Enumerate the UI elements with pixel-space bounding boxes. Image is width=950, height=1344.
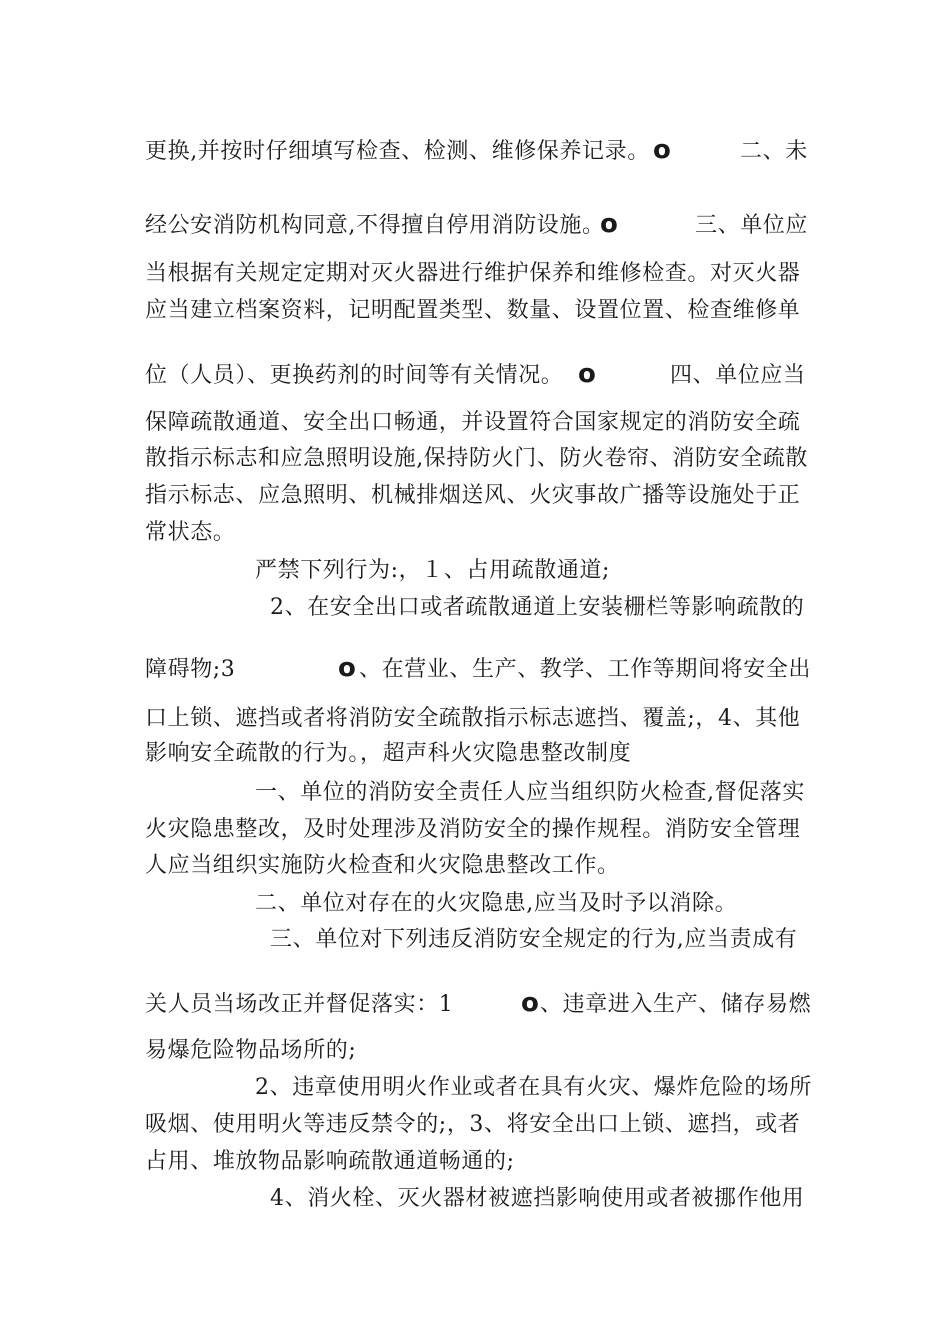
text-segment: 一、单位的消防安全责任人应当组织防火检查,督促落实 — [255, 780, 805, 805]
text-segment: 、在营业、生产、教学、工作等期间将安全出 — [359, 657, 812, 682]
text-segment: 更换,并按时仔细填写检查、检测、维修保养记录。 — [145, 139, 650, 164]
text-segment: 口上锁、遮挡或者将消防安全疏散指示标志遮挡、覆盖;，4、其他 — [145, 706, 801, 731]
text-segment: 、违章进入生产、储存易燃 — [540, 992, 812, 1017]
text-segment: 保障疏散通道、安全出口畅通，并设置符合国家规定的消防安全疏 — [145, 410, 801, 435]
text-segment: 障碍物;3 — [145, 657, 236, 682]
text-segment: 2、在安全出口或者疏散通道上安装栅栏等影响疏散的 — [270, 595, 805, 620]
text-segment: 指示标志、应急照明、机械排烟送风、火灾事故广播等设施处于正 — [145, 483, 801, 508]
text-segment: 占用、堆放物品影响疏散通道畅通的; — [145, 1149, 515, 1174]
text-segment: 四、单位应当 — [670, 363, 806, 388]
text-segment: 散指示标志和应急照明设施,保持防火门、防火卷帘、消防安全疏散 — [145, 446, 808, 471]
text-segment: 三、单位对下列违反消防安全规定的行为,应当责成有 — [270, 927, 798, 952]
text-segment: 人应当组织实施防火检查和火灾隐患整改工作。 — [145, 853, 620, 878]
stray-mark: ο — [600, 209, 618, 239]
text-segment: 当根据有关规定定期对灭火器进行维护保养和维修检查。对灭火器 — [145, 261, 801, 286]
text-segment: 2、违章使用明火作业或者在具有火灾、爆炸危险的场所 — [255, 1075, 812, 1100]
text-segment: 二、单位对存在的火灾隐患,应当及时予以消除。 — [255, 891, 738, 916]
text-segment: 应当建立档案资料，记明配置类型、数量、设置位置、检查维修单 — [145, 298, 801, 323]
text-segment: 易爆危险物品场所的; — [145, 1038, 357, 1063]
stray-mark: ο — [578, 359, 596, 389]
stray-mark: ο — [521, 988, 539, 1018]
text-segment: 二、未 — [740, 139, 808, 164]
text-segment: 火灾隐患整改，及时处理涉及消防安全的操作规程。消防安全管理 — [145, 817, 801, 842]
text-segment: 常状态。 — [145, 520, 236, 545]
text-segment: 位（人员）、更换药剂的时间等有关情况。 — [145, 363, 564, 388]
text-segment: 严禁下列行为:，１、占用疏散通道; — [255, 558, 611, 583]
stray-mark: ο — [338, 653, 356, 683]
text-segment: 关人员当场改正并督促落实：1 — [145, 992, 454, 1017]
text-segment: 4、消火栓、灭火器材被遮挡影响使用或者被挪作他用 — [270, 1186, 805, 1211]
stray-mark: ο — [653, 135, 671, 165]
text-segment: 影响安全疏散的行为。，超声科火灾隐患整改制度 — [145, 741, 632, 766]
text-segment: 三、单位应 — [695, 213, 809, 238]
text-segment: 经公安消防机构同意,不得擅自停用消防设施。 — [145, 213, 605, 238]
text-segment: 吸烟、使用明火等违反禁令的;，3、将安全出口上锁、遮挡，或者 — [145, 1112, 801, 1137]
